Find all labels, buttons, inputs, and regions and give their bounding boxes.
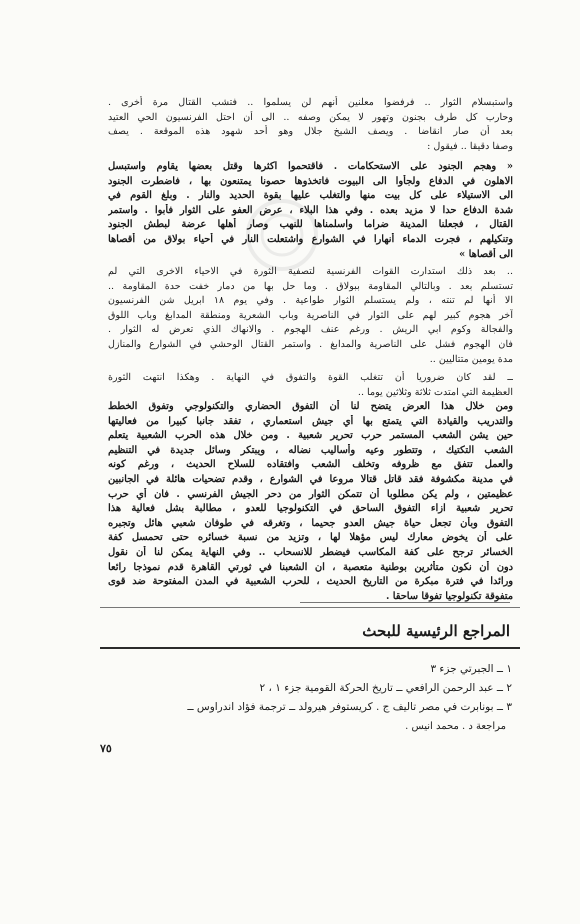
references-heading-rule [100,647,520,649]
text-line: « وهجم الجنود على الاستحكامات . فاقتحموا اكثرها وقتل بعضها يقاوم واستبسل [108,161,513,172]
text-line: ورائدا في فترة مبكرة من التاريخ الحديث ، للحرب الشعبية في المدن المفتوحة ضد قوى [108,576,513,588]
text-line: عظيمتين ، ولم يكن مطلوبا أن تتمكن الثوار من دحر الجيش الفرنسي . فان أي حرب [108,488,513,500]
references-heading: المراجع الرئيسية للبحث [362,622,510,640]
text-line: القتال ، فجعلنا المدينة ضراما واسلمناها للنهب وصار أهلها عرضة لبطش الجنود [108,219,513,231]
text-line: العظيمة التي امتدت ثلاثة وثلاثين يوما .. [357,386,513,398]
text-line: دون أن نكون متأثرين بوطنية متعصبة ، ان الشعبنا في ثورتي القاهرة قدم نموذجا رائعا [108,561,513,573]
text-line: والفجالة وكوم ابي الريش . ورغم عنف الهجوم . والانهاك الذي تعرض له الثوار . [108,324,513,336]
text-line: وتنكيلهم ، فجرت الدماء أنهارا في الشوارع واشتعلت النار في أحياء بولاق من أقصاها [108,233,513,245]
text-line: وحارب كل طرف بجنون وتهور لا يمكن وصفه .. الى أن احتل الفرنسيون الحي العتيد [108,111,513,123]
references-list [100,660,512,736]
text-line: شدة الدفاع حدا لا مزيد بعده . وفي هذا البلاء ، عرض العفو على الثوار فأبوا . واستمر [108,204,513,216]
reference-item: ٣ ــ بونابرت في مصر تاليف ج . كريستوفر هيرولد ــ ترجمة فؤاد اندراوس ــ [187,701,512,713]
text-line: والتدريب والقيادة التي يتمتع بها أي جيش استعماري ، تفقد جانبا كبيرا من فعاليتها [108,415,513,427]
text-line: بعد أن صار انقاضا . ويصف الشيخ جلال وهو أحد شهود هذه الموقعة . يصف [108,126,513,138]
paragraph-3 [108,265,513,367]
reference-item: ٢ ــ عبد الرحمن الرافعي ــ تاريخ الحركة القومية جزء ١ ، ٢ [259,682,512,694]
page-number: ٧٥ [100,742,112,755]
paragraph-1 [108,96,513,154]
text-line: في مدينة مكشوفة فقد قاتل قتالا مروعا في الشوارع ، وقدم تضحيات هائلة في الجانبين [108,473,513,485]
text-line: التفوق وبأن تجعل حياة جيش العدو جحيما ، وتغرقه في طوفان شعبي هائل وتجبره [108,517,513,529]
text-line: الا أنها لم تنته ، ولم يستسلم الثوار طواعية . وفي يوم ١٨ ابريل شن الفرنسيون [108,295,513,307]
text-line: فان الهجوم فشل على الناصرية والمدابغ . واستمر القتال الوحشي في الشوارع والمنازل [108,338,513,350]
paragraph-5-conclusion [108,400,513,604]
text-line: .. بعد ذلك استدارت القوات الفرنسية لتصفية الثورة في الاحياء الاخرى التي لم [108,266,513,277]
paragraph-4 [108,371,513,400]
text-line: الخسائر ترجح على كفة المكاسب فيضطر للانسحاب .. وفي النهاية يمكن لنا أن نقول [108,546,513,558]
reference-item-continuation: مراجعة د . محمد انيس . [405,721,506,732]
paragraph-2-quote [108,160,513,262]
text-line: وصفا دقيقا .. فيقول : [427,140,513,152]
text-line: الى الاستيلاء على كل بيت منها والتغلب عليها بقوة الحديد والنار . وبلغ القوم في [108,190,513,202]
text-line: حين يشن الشعب المستمر حرب تحرير شعبية . ومن خلال هذه الحرب الشعبية يتعلم [108,430,513,442]
text-line: الى أقصاها » [459,248,513,260]
text-line: على أن يخوض معارك ليس مؤهلا لها ، وتزيد من نسبة خسائره حتى تحمسل كفة [108,532,513,544]
text-line: الشعب التكتيك ، وتتطور وعيه وأساليب نضاله ، ويبتكر وسائل جديدة في التنظيم [108,444,513,456]
text-line: تستسلم بعد . وبالتالي المقاومة ببولاق . وما حل بها من دمار خفت حدة المقاومة .. [108,280,513,292]
separator-line [300,602,510,603]
text-line: الاهلون في الدفاع ولجأوا الى البيوت فاتخذوها حصونا يمتنعون بها ، فاضطرت الجنود [108,175,513,187]
reference-item: ١ ــ الجبرتي جزء ٣ [430,663,512,675]
text-line: متفوقة تكنولوجيا تفوقا ساحقا . [385,590,513,602]
text-line: ومن خلال هذا العرض يتضح لنا أن التفوق الحضاري والتكنولوجي وتفوق الخطط [108,401,513,412]
separator-line-full [100,607,520,608]
text-line: واستبسلام الثوار .. فرفضوا معلنين أنهم لن يسلموا .. فتشب القتال مرة أخرى . [108,97,513,108]
text-line: مدة يومين متتاليين .. [429,353,513,365]
text-line: ــ لقد كان ضروريا أن تتغلب القوة والتفوق في النهاية . وهكذا انتهت الثورة [108,372,513,383]
text-line: والعمل تتفق مع ظروفه وتخلف الشعب وافتقاده للسلاح الحديث ، ورغم كونه [108,459,513,471]
text-line: آخر هجوم كبير لهم على الثوار في الناصرية وباب الشعرية ومنطقة المدابغ وباب اللوق [108,309,513,321]
text-line: تحرير شعبية ازاء التفوق الساحق في التكنولوجيا للعدو ، مطالبة بشل فعالية هذا [108,503,513,515]
